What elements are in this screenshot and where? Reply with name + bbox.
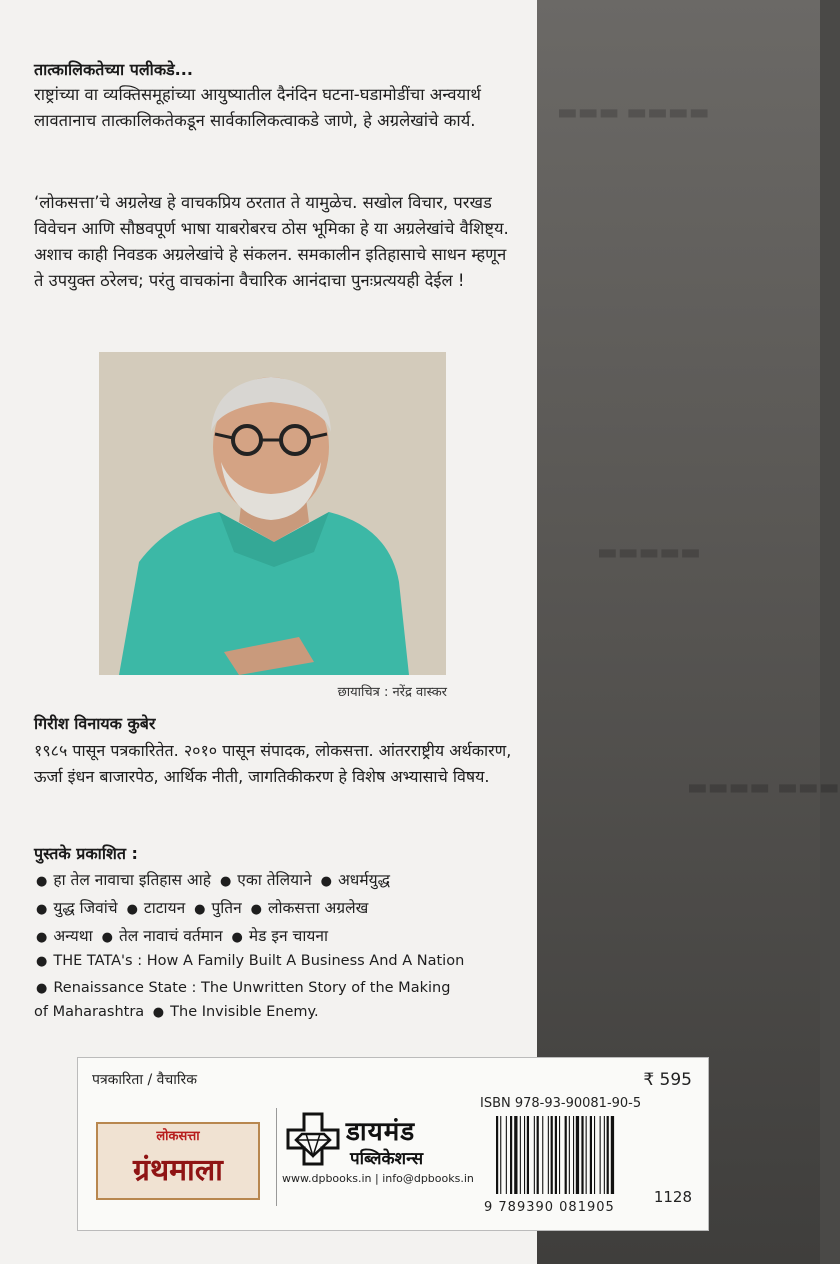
book-title: THE TATA's : How A Family Built A Business And A Nation	[53, 953, 465, 969]
price: ₹ 595	[643, 1070, 692, 1090]
author-name: गिरीश विनायक कुबेर	[34, 714, 156, 733]
photo-credit: छायाचित्र : नरेंद्र वास्कर	[337, 685, 447, 700]
loksatta-granthmala-logo: लोकसत्ता ग्रंथमाला	[96, 1122, 260, 1200]
books-heading: पुस्तके प्रकाशित :	[34, 844, 138, 863]
barcode	[494, 1116, 654, 1194]
book-title: अन्यथा	[53, 927, 93, 945]
books-line-5: ● Renaissance State : The Unwritten Story of the Making	[36, 980, 451, 996]
book-title: तेल नावाचं वर्तमान	[118, 927, 223, 945]
book-title: अधर्मयुद्ध	[337, 871, 390, 889]
isbn: ISBN 978-93-90081-90-5	[480, 1096, 642, 1111]
category-label: पत्रकारिता / वैचारिक	[92, 1072, 198, 1088]
book-title: Renaissance State : The Unwritten Story of the Making	[53, 980, 451, 996]
barcode-panel	[77, 1057, 709, 1231]
book-title: टाटायन	[143, 899, 186, 917]
divider	[276, 1108, 277, 1206]
barcode-digits: 9 789390 081905	[484, 1200, 615, 1215]
diamond-publications-icon	[284, 1110, 342, 1168]
publisher-contact: www.dpbooks.in | info@dpbooks.in	[282, 1172, 474, 1185]
book-title: The Invisible Enemy.	[170, 1004, 319, 1020]
books-line-6: of Maharashtra ● The Invisible Enemy.	[34, 1004, 319, 1020]
book-title: हा तेल नावाचा इतिहास आहे	[53, 871, 212, 889]
book-title: of Maharashtra	[34, 1004, 145, 1020]
publisher-sub: पब्लिकेशन्स	[350, 1149, 424, 1169]
books-line-2: ● युद्ध जिवांचे ● टाटायन ● पुतिन ● लोकसत्ता अग्रलेख	[36, 899, 369, 917]
author-photo	[99, 352, 446, 675]
product-code: 1128	[653, 1188, 692, 1206]
publisher-name: डायमंड	[346, 1117, 416, 1147]
background-newspaper: ▬▬▬ ▬▬▬▬ ▬▬▬▬▬ ▬▬▬▬ ▬▬▬	[537, 0, 820, 1264]
book-title: पुतिन	[211, 899, 242, 917]
books-line-3: ● अन्यथा ● तेल नावाचं वर्तमान ● मेड इन चायना	[36, 927, 328, 945]
books-line-4: ● THE TATA's : How A Family Built A Business And A Nation	[36, 953, 465, 969]
book-title: एका तेलियाने	[237, 871, 312, 889]
intro-paragraph-2: ‘लोकसत्ता’चे अग्रलेख हे वाचकप्रिय ठरतात ते यामुळेच. सखोल विचार, परखड विवेचन आणि सौष्ठवपूर्ण भाषा याबरोबरच ठोस भूमिका हे या अग्रलेखांचे वैशिष्ट्य. अशाच काही निवडक अग्रलेखांचे हे संकलन. समकालीन इतिहासाचे साधन म्हणून ते उपयुक्त ठरेलच; परंतु वाचकांना वैचारिक आनंदाचा पुनःप्रत्ययही देईल !	[34, 193, 509, 290]
book-title: लोकसत्ता अग्रलेख	[268, 899, 369, 917]
book-title: युद्ध जिवांचे	[53, 899, 118, 917]
intro-heading: तात्कालिकतेच्या पलीकडे...	[34, 60, 193, 79]
books-line-1: ● हा तेल नावाचा इतिहास आहे ● एका तेलियाने ● अधर्मयुद्ध	[36, 871, 390, 889]
book-title: मेड इन चायना	[248, 927, 328, 945]
author-bio: १९८५ पासून पत्रकारितेत. २०१० पासून संपादक, लोकसत्ता. आंतरराष्ट्रीय अर्थकारण, ऊर्जा इंधन बाजारपेठ, आर्थिक नीती, जागतिकीकरण हे विशेष अभ्यासाचे विषय.	[34, 741, 512, 786]
intro-paragraph-1: राष्ट्रांच्या वा व्यक्तिसमूहांच्या आयुष्यातील दैनंदिन घटना-घडामोडींचा अन्वयार्थ लावतानाच तात्कालिकतेकडून सार्वकालिकत्वाकडे जाणे, हे अग्रलेखांचे कार्य.	[34, 85, 481, 130]
